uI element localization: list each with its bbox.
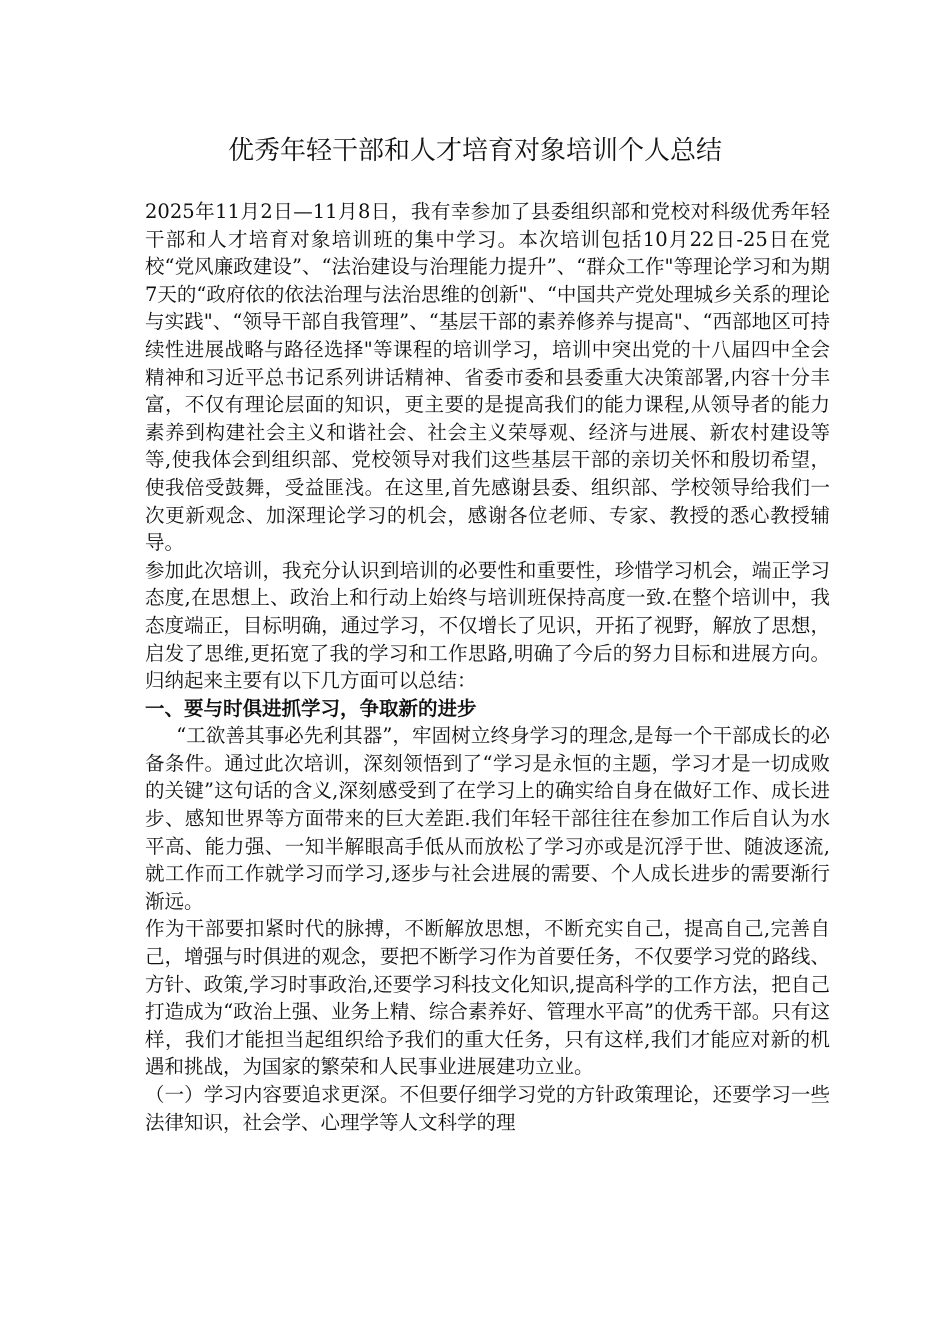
paragraph-training-attitude: 参加此次培训，我充分认识到培训的必要性和重要性，珍惜学习机会，端正学习态度,在思想上、政治上和行动上始终与培训班保持高度一致.在整个培训中，我态度端正，目标明确，通过学习，不仅增长了见识，开拓了视野，解放了思想，启发了思维,更拓宽了我的学习和工作思路,明确了今后的努力目标和进展方向。归纳起来主要有以下几方面可以总结： <box>145 558 830 693</box>
document-title: 优秀年轻干部和人才培育对象培训个人总结 <box>227 136 722 166</box>
paragraph-lifelong-learning: “工欲善其事必先利其器”，牢固树立终身学习的理念,是每一个干部成长的必备条件。通过此次培训，深刻领悟到了“学习是永恒的主题，学习才是一切成败的关键”这句话的含义,深刻感受到了在学习上的确实给自身在做好工作、成长进步、感知世界等方面带来的巨大差距.我们年轻干部往往在参加工作后自认为水平高、能力强、一知半解眼高手低从而放松了学习亦或是沉浮于世、随波逐流,就工作而工作就学习而学习,逐步与社会进展的需要、个人成长进步的需要渐行渐远。 <box>145 724 830 913</box>
document-body <box>145 198 830 1136</box>
paragraph-subsection-1: （一）学习内容要追求更深。不但要仔细学习党的方针政策理论，还要学习一些法律知识，社会学、心理学等人文科学的理 <box>145 1083 830 1134</box>
paragraph-cadre-duty: 作为干部要扣紧时代的脉搏，不断解放思想，不断充实自己，提高自己,完善自己，增强与时俱进的观念，要把不断学习作为首要任务，不仅要学习党的路线、方针、政策,学习时事政治,还要学习科技文化知识,提高科学的工作方法，把自己打造成为“政治上强、业务上精、综合素养好、管理水平高”的优秀干部。只有这样，我们才能担当起组织给予我们的重大任务，只有这样,我们才能应对新的机遇和挑战，为国家的繁荣和人民事业进展建功立业。 <box>145 917 830 1079</box>
section-heading-1: 一、要与时俱进抓学习，争取新的进步 <box>145 696 477 720</box>
paragraph-intro: 2025年11月2日—11月8日，我有幸参加了县委组织部和党校对科级优秀年轻干部和人才培育对象培训班的集中学习。本次培训包括10月22日-25日在党校“党风廉政建设”、“法治建设与治理能力提升”、“群众工作"等理论学习和为期7天的“政府依的依法治理与法治思维的创新"、“中国共产党处理城乡关系的理论与实践"、“领导干部自我管理”、“基层干部的素养修养与提高"、“西部地区可持续性进展战略与路径选择"等课程的培训学习，培训中突出党的十八届四中全会精神和习近平总书记系列讲话精神、省委市委和县委重大决策部署,内容十分丰富，不仅有理论层面的知识，更主要的是提高我们的能力课程,从领导者的能力素养到构建社会主义和谐社会、社会主义荣辱观、经济与进展、新农村建设等等,使我体会到组织部、党校领导对我们这些基层干部的亲切关怀和殷切希望，使我倍受鼓舞，受益匪浅。在这里,首先感谢县委、组织部、学校领导给我们一次更新观念、加深理论学习的机会，感谢各位老师、专家、教授的悉心教授辅导。 <box>145 200 830 555</box>
